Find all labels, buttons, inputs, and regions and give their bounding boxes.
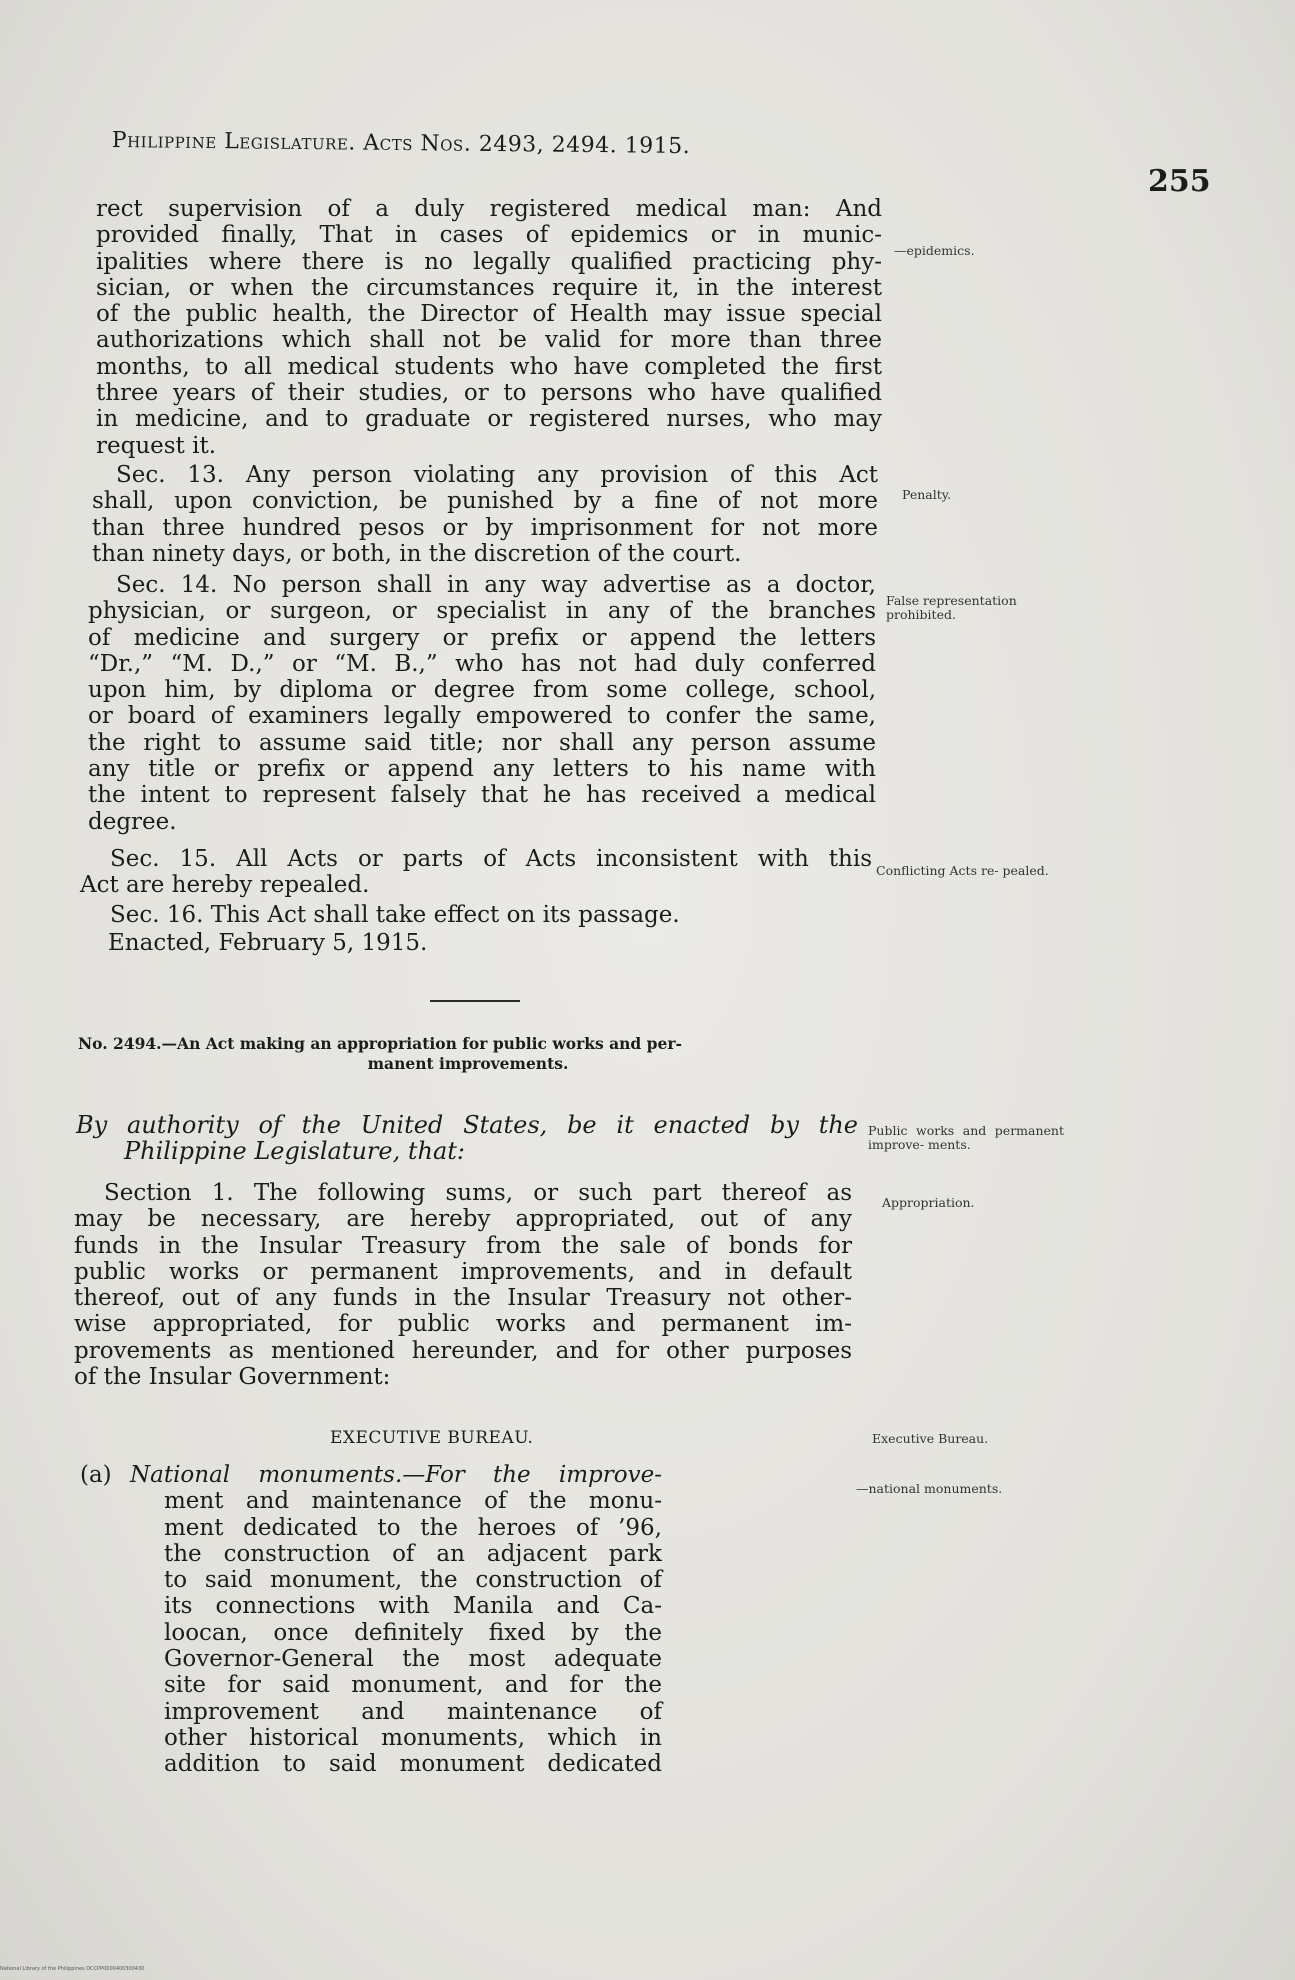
sidenote-penalty: Penalty.	[902, 487, 952, 502]
text-line: may be necessary, are hereby appropriated, out of any	[74, 1206, 852, 1233]
text-line: Sec. 16. This Act shall take effect on its passage.	[110, 902, 680, 928]
text-line: request it.	[96, 432, 217, 459]
text-line: ipalities where there is no legally qualified practicing phy-	[96, 248, 882, 275]
text-line: By authority of the United States, be it enacted by the	[76, 1111, 858, 1139]
text-line: Governor-General the most adequate	[164, 1646, 662, 1673]
page-number: 255	[1148, 164, 1211, 199]
text-line: authorizations which shall not be valid for more than three	[96, 327, 882, 354]
sidenote-appropriation: Appropriation.	[882, 1195, 975, 1210]
running-head: Philippine Legislature. Acts Nos. 2493, 2494. 1915.	[111, 128, 691, 160]
text-line: degree.	[88, 808, 177, 835]
sidenote-public-works: Public works and permanent improve- ments.	[868, 1123, 1064, 1152]
text-line: thereof, out of any funds in the Insular Treasury not other-	[74, 1285, 852, 1312]
paragraph-sec13	[92, 462, 878, 567]
text-line	[130, 1462, 662, 1488]
text-line: funds in the Insular Treasury from the sale of bonds for	[74, 1232, 852, 1259]
sidenote-conflicting-acts: Conflicting Acts re- pealed.	[876, 863, 1049, 878]
text-line: public works or permanent improvements, and in default	[74, 1258, 852, 1285]
text-line: ment dedicated to the heroes of ’96,	[164, 1514, 662, 1541]
text-line: addition to said monument dedicated	[164, 1751, 662, 1778]
text-line: or board of examiners legally empowered to confer the same,	[88, 703, 876, 730]
text-line: Philippine Legislature, that:	[124, 1137, 465, 1166]
heading-executive-bureau: EXECUTIVE BUREAU.	[330, 1428, 534, 1448]
act-title	[78, 1034, 858, 1074]
text-line: rect supervision of a duly registered medical man: And	[96, 196, 882, 222]
text-line: of medicine and surgery or prefix or append the letters	[88, 624, 876, 651]
sidenote-false-representation: False representation prohibited.	[886, 593, 1017, 622]
text-line: “Dr.,” “M. D.,” or “M. B.,” who has not had duly conferred	[88, 650, 876, 677]
text-line: upon him, by diploma or degree from some college, school,	[88, 677, 876, 704]
text-line: Sec. 14. No person shall in any way advertise as a doctor,	[116, 572, 876, 598]
text-line: provements as mentioned hereunder, and for other purposes	[74, 1337, 852, 1364]
text-line: in medicine, and to graduate or registered nurses, who may	[96, 406, 882, 433]
enacted-date	[108, 930, 427, 956]
section-divider	[430, 1000, 520, 1002]
text-line: the right to assume said title; nor shall any person assume	[88, 729, 876, 756]
text-line: of the Insular Government:	[74, 1364, 391, 1391]
text-line: Sec. 13. Any person violating any provision of this Act	[116, 462, 878, 488]
act-title-line: No. 2494.—An Act making an appropriation for public works and per-	[78, 1034, 682, 1053]
text-line: its connections with Manila and Ca-	[164, 1593, 662, 1620]
text-line: shall, upon conviction, be punished by a fine of not more	[92, 488, 878, 515]
text-line: Sec. 15. All Acts or parts of Acts inconsistent with this	[110, 846, 872, 872]
text-line: improvement and maintenance of	[164, 1698, 662, 1725]
sidenote-national-monuments: —national monuments.	[856, 1481, 1003, 1496]
text-line: other historical monuments, which in	[164, 1724, 662, 1751]
text-line: provided finally, That in cases of epidemics or in munic-	[96, 222, 882, 249]
text-line: loocan, once definitely fixed by the	[164, 1619, 662, 1646]
text-line: site for said monument, and for the	[164, 1672, 662, 1699]
sidenote-executive-bureau: Executive Bureau.	[872, 1431, 989, 1446]
act-title-line: manent improvements.	[367, 1054, 569, 1073]
item-a-national-monuments	[130, 1462, 662, 1778]
paragraph-sec14	[88, 572, 876, 835]
paragraph-section1	[74, 1180, 852, 1390]
library-footer: National Library of the Philippines DCCPP0000400300430	[0, 1966, 145, 1972]
text-line: to said monument, the construction of	[164, 1567, 662, 1594]
paragraph-sec16	[110, 902, 680, 928]
text-line: Section 1. The following sums, or such part thereof as	[104, 1180, 852, 1206]
text-line: the construction of an adjacent park	[164, 1540, 662, 1567]
enacting-clause	[76, 1112, 858, 1165]
text-line: physician, or surgeon, or specialist in any of the branches	[88, 598, 876, 625]
text-line: the intent to represent falsely that he has received a medical	[88, 782, 876, 809]
item-a-label: (a)	[80, 1462, 112, 1488]
text-line: any title or prefix or append any letters to his name with	[88, 756, 876, 783]
sidenote-epidemics: —epidemics.	[894, 243, 975, 258]
text-line: Act are hereby repealed.	[80, 872, 370, 899]
text-line: than ninety days, or both, in the discretion of the court.	[92, 540, 742, 567]
text-line: than three hundred pesos or by imprisonment for not more	[92, 514, 878, 541]
text-line: of the public health, the Director of Health may issue special	[96, 301, 882, 328]
text-line: ment and maintenance of the monu-	[164, 1488, 662, 1515]
text-line: wise appropriated, for public works and permanent im-	[74, 1311, 852, 1338]
item-a-first-line: National monuments.—For the improve-	[130, 1462, 662, 1488]
text-line: sician, or when the circumstances require it, in the interest	[96, 274, 882, 301]
paragraph-sec15	[80, 846, 872, 899]
text-line: three years of their studies, or to persons who have qualified	[96, 380, 882, 407]
text-line: Enacted, February 5, 1915.	[108, 930, 428, 956]
paragraph-sec12-continued	[96, 196, 882, 459]
text-line: months, to all medical students who have completed the first	[96, 353, 882, 380]
